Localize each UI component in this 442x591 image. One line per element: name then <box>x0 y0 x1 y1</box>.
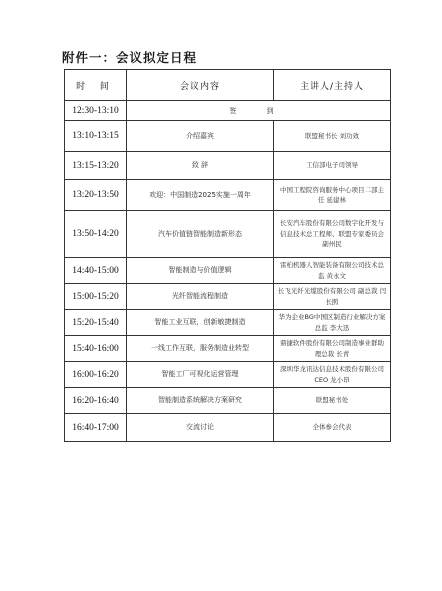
header-content: 会议内容 <box>127 70 274 101</box>
table-row <box>65 180 391 211</box>
time-cell: 12:30-13:10 <box>65 101 127 121</box>
content-cell: 智能制造与价值逻辑 <box>127 258 274 284</box>
table-row <box>65 284 391 310</box>
time-cell: 14:40-15:00 <box>65 258 127 284</box>
speaker-cell: 华为企业BG中国区制造行业解决方案总监 李大迅 <box>274 310 391 336</box>
table-row <box>65 310 391 336</box>
table-row <box>65 258 391 284</box>
speaker-cell: 长飞光纤光缆股份有限公司 副总裁 闫长鹍 <box>274 284 391 310</box>
table-row <box>65 336 391 362</box>
time-cell: 16:20-16:40 <box>65 388 127 414</box>
content-cell: 交流讨论 <box>127 414 274 442</box>
speaker-cell: 鼎捷软件股份有限公司制造事业群助理总裁 长青 <box>274 336 391 362</box>
time-cell: 13:50-14:20 <box>65 211 127 258</box>
agenda-table <box>64 69 391 442</box>
time-cell: 16:00-16:20 <box>65 362 127 388</box>
content-cell: 介绍嘉宾 <box>127 121 274 152</box>
header-time: 时 间 <box>65 70 127 101</box>
header-speaker: 主讲人/主持人 <box>274 70 391 101</box>
speaker-cell: 中国工程院咨询服务中心项目二部主任 延建林 <box>274 180 391 211</box>
time-cell: 13:20-13:50 <box>65 180 127 211</box>
table-header-row <box>65 70 391 101</box>
content-cell: 智能工厂可视化运营管理 <box>127 362 274 388</box>
table-row <box>65 152 391 180</box>
content-cell: 签 到 <box>127 101 391 121</box>
content-cell: 智能工业互联，创新敏捷制造 <box>127 310 274 336</box>
content-cell: 致 辞 <box>127 152 274 180</box>
table-row <box>65 101 391 121</box>
time-cell: 13:10-13:15 <box>65 121 127 152</box>
content-cell: 汽车价值链智能制造新形态 <box>127 211 274 258</box>
table-row <box>65 362 391 388</box>
speaker-cell: 联盟秘书处 <box>274 388 391 414</box>
speaker-cell: 深圳华龙讯达信息技术股份有限公司CEO 龙小昂 <box>274 362 391 388</box>
document-title: 附件一：会议拟定日程 <box>62 50 198 65</box>
speaker-cell: 工信部电子司领导 <box>274 152 391 180</box>
table-row <box>65 388 391 414</box>
speaker-cell: 全体参会代表 <box>274 414 391 442</box>
time-cell: 13:15-13:20 <box>65 152 127 180</box>
table-row <box>65 121 391 152</box>
speaker-cell: 联盟秘书长 刘功效 <box>274 121 391 152</box>
speaker-cell: 长安汽车股份有限公司数字化开发与信息技术总工程师、联盟专家委员会副州民 <box>274 211 391 258</box>
time-cell: 15:00-15:20 <box>65 284 127 310</box>
time-cell: 15:20-15:40 <box>65 310 127 336</box>
time-cell: 15:40-16:00 <box>65 336 127 362</box>
time-cell: 16:40-17:00 <box>65 414 127 442</box>
speaker-cell: 雷柏机器人智能装备有限公司技术总监 黄永文 <box>274 258 391 284</box>
content-cell: 智能制造系统解决方案研究 <box>127 388 274 414</box>
content-cell: 光纤智能流程制造 <box>127 284 274 310</box>
content-cell: 欢迎：中国制造2025实施一周年 <box>127 180 274 211</box>
content-cell: 一线工作互联，服务制造业转型 <box>127 336 274 362</box>
table-row <box>65 211 391 258</box>
table-row <box>65 414 391 442</box>
